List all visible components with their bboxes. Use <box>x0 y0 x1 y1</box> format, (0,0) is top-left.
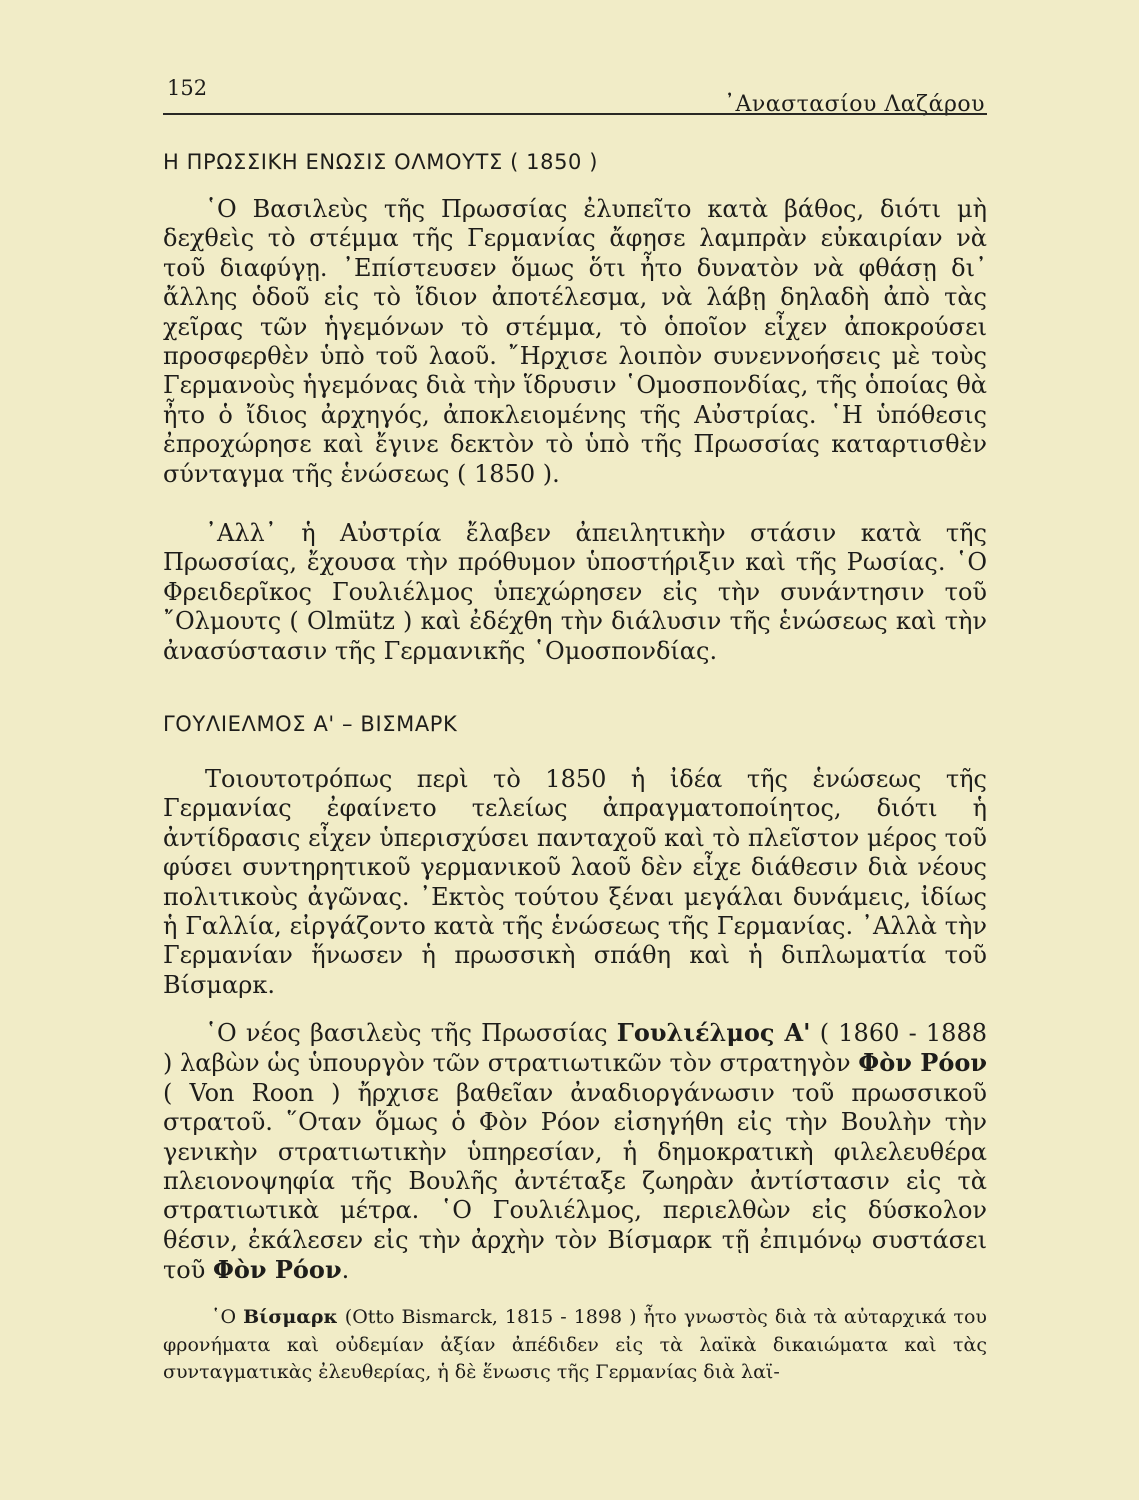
paragraph-unification-1850: Τοιουτοτρόπως περὶ τὸ 1850 ἡ ἰδέα τῆς ἑνώσεως τῆς Γερμανίας ἐφαίνετο τελείως ἀπραγματοποίητος, διότι ἡ ἀντίδρασις εἶχεν ὑπερισχύσει πανταχοῦ καὶ τὸ πλεῖστον μέρος τοῦ φύσει συντηρητικοῦ γερμανικοῦ λαοῦ δὲν εἶχε διάθεσιν διὰ νέους πολιτικοὺς ἀγῶνας. ᾿Εκτὸς τούτου ξέναι μεγάλαι δυνάμεις, ἰδίως ἡ Γαλλία, εἰργάζοντο κατὰ τῆς ἑνώσεως τῆς Γερμανίας. ᾿Αλλὰ τὴν Γερμανίαν ἥνωσεν ἡ πρωσσικὴ σπάθη καὶ ἡ διπλωματία τοῦ Βίσμαρκ. <box>163 765 987 999</box>
paragraph-wilhelm-roon <box>163 1018 987 1286</box>
paragraph-austria-olmutz: ᾿Αλλ᾿ ἡ Αὐστρία ἔλαβεν ἀπειλητικὴν στάσιν κατὰ τῆς Πρωσσίας, ἔχουσα τὴν πρόθυμον ὑποστήριξιν καὶ τῆς Ρωσίας. ῾Ο Φρειδερῖκος Γουλιέλμος ὑπεχώρησεν εἰς τὴν συνάντησιν τοῦ ῎Ολμουτς ( Olmütz ) καὶ ἐδέχθη τὴν διάλυσιν τῆς ἑνώσεως καὶ τὴν ἀνασύστασιν τῆς Γερμανικῆς ῾Ομοσπονδίας. <box>163 519 987 665</box>
footnote-bold-name: Βίσμαρκ <box>243 1306 338 1328</box>
paragraph-text: . <box>341 1256 350 1285</box>
footnote-text: (Otto Bismarck, 1815 - 1898 ) ἦτο γνωστὸς διὰ τὰ αὐταρχικά του φρονήματα καὶ οὐδεμίαν ἀξίαν ἀπέδιδεν εἰς τὰ λαϊκὰ δικαιώματα καὶ τὰς συνταγματικὰς ἐλευθερίας, ἡ δὲ ἕνωσις τῆς Γερμανίας διὰ λαϊ- <box>163 1306 987 1383</box>
paragraph-text: ( 1860 - 1888 ) λαβὼν ὡς ὑπουργὸν τῶν στρατιωτικῶν τὸν στρατηγὸν <box>163 1019 987 1078</box>
bold-name-von-roon: Φὸν Ρόον <box>858 1048 988 1078</box>
bold-name-von-roon-2: Φὸν Ρόον <box>212 1255 342 1285</box>
paragraph-text: ( Von Roon ) ἤρχισε βαθεῖαν ἀναδιοργάνωσιν τοῦ πρωσσικοῦ στρατοῦ. ῞Οταν ὅμως ὁ Φὸν Ρόον εἰσηγήθη εἰς τὴν Βουλὴν τὴν γενικὴν στρατιωτικὴν ὑπηρεσίαν, ἡ δημοκρατικὴ φιλελευθέρα πλειονοψηφία τῆς Βουλῆς ἀντέταξε ζωηρὰν ἀντίστασιν εἰς τὰ στρατιωτικὰ μέτρα. ῾Ο Γουλιέλμος, περιελθὼν εἰς δύσκολον θέσιν, ἐκάλεσεν εἰς τὴν ἀρχὴν τὸν Βίσμαρκ τῇ ἐπιμόνῳ συστάσει τοῦ <box>163 1078 987 1285</box>
running-head: ᾿Αναστασίου Λαζάρου <box>724 92 985 117</box>
paragraph-prussian-king: ῾Ο Βασιλεὺς τῆς Πρωσσίας ἐλυπεῖτο κατὰ βάθος, διότι μὴ δεχθεὶς τὸ στέμμα τῆς Γερμανίας ἄφησε λαμπρὰν εὐκαιρίαν νὰ τοῦ διαφύγῃ. ᾿Επίστευσεν ὅμως ὅτι ἦτο δυνατὸν νὰ φθάσῃ δι᾿ ἄλλης ὁδοῦ εἰς τὸ ἴδιον ἀποτέλεσμα, νὰ λάβῃ δηλαδὴ ἀπὸ τὰς χεῖρας τῶν ἡγεμόνων τὸ στέμμα, τὸ ὁποῖον εἶχεν ἀποκρούσει προσφερθὲν ὑπὸ τοῦ λαοῦ. ῎Ηρχισε λοιπὸν συνεννοήσεις μὲ τοὺς Γερμανοὺς ἡγεμόνας διὰ τὴν ἵδρυσιν ῾Ομοσπονδίας, τῆς ὁποίας θὰ ἦτο ὁ ἴδιος ἀρχηγός, ἀποκλειομένης τῆς Αὐστρίας. ῾Η ὑπόθεσις ἐπροχώρησε καὶ ἔγινε δεκτὸν τὸ ὑπὸ τῆς Πρωσσίας καταρτισθὲν σύνταγμα τῆς ἑνώσεως ( 1850 ). <box>163 195 987 488</box>
footnote-text: ῾Ο <box>211 1306 244 1328</box>
paragraph-text: ῾Ο νέος βασιλεὺς τῆς Πρωσσίας <box>205 1019 617 1047</box>
section-heading-prussian-union: Η ΠΡΩΣΣΙΚΗ ΕΝΩΣΙΣ ΟΛΜΟΥΤΣ ( 1850 ) <box>163 150 599 174</box>
footnote-bismarck <box>163 1304 987 1387</box>
page-header <box>163 72 987 116</box>
header-rule <box>163 113 987 115</box>
section-heading-wilhelm-bismarck: ΓΟΥΛΙΕΛΜΟΣ Α' – ΒΙΣΜΑΡΚ <box>163 712 458 736</box>
page-number: 152 <box>167 76 208 100</box>
bold-name-wilhelm: Γουλιέλμος Α' <box>616 1018 811 1047</box>
